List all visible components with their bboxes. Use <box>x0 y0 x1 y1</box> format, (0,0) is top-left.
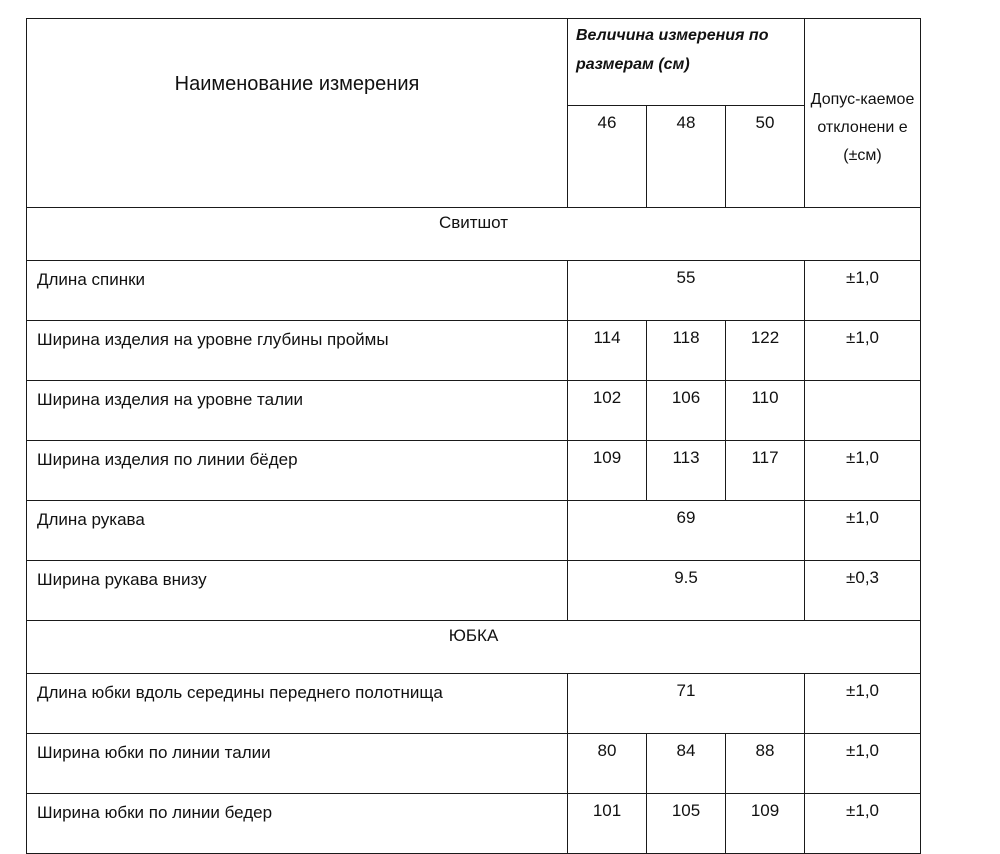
table-row <box>27 734 921 794</box>
value-all-sizes: 69 <box>568 501 805 561</box>
header-size-46: 46 <box>568 106 647 208</box>
value-all-sizes: 55 <box>568 261 805 321</box>
tolerance-value: ±0,3 <box>805 561 921 621</box>
header-measurement-name <box>27 19 568 208</box>
value-size-46: 109 <box>568 441 647 501</box>
section-title: ЮБКА <box>27 621 921 674</box>
section-row <box>27 208 921 261</box>
measurement-name: Ширина юбки по линии бедер <box>27 794 568 854</box>
measurement-name: Длина спинки <box>27 261 568 321</box>
value-all-sizes: 71 <box>568 674 805 734</box>
table-row <box>27 501 921 561</box>
value-size-46: 102 <box>568 381 647 441</box>
value-size-48: 105 <box>647 794 726 854</box>
value-size-48: 84 <box>647 734 726 794</box>
tolerance-value: ±1,0 <box>805 441 921 501</box>
value-size-50: 88 <box>726 734 805 794</box>
value-size-46: 114 <box>568 321 647 381</box>
tolerance-value <box>805 381 921 441</box>
measurement-name: Ширина изделия на уровне талии <box>27 381 568 441</box>
table-row <box>27 441 921 501</box>
value-size-50: 122 <box>726 321 805 381</box>
value-all-sizes: 9.5 <box>568 561 805 621</box>
value-size-48: 113 <box>647 441 726 501</box>
measurement-name: Ширина юбки по линии талии <box>27 734 568 794</box>
table-row <box>27 674 921 734</box>
measurement-name: Длина рукава <box>27 501 568 561</box>
section-title: Свитшот <box>27 208 921 261</box>
table-row <box>27 261 921 321</box>
header-size-50: 50 <box>726 106 805 208</box>
header-size-group: Величина измерения по размерам (см) <box>568 19 805 106</box>
header-size-48: 48 <box>647 106 726 208</box>
tolerance-value: ±1,0 <box>805 674 921 734</box>
table-row <box>27 561 921 621</box>
measurement-name: Ширина рукава внизу <box>27 561 568 621</box>
tolerance-value: ±1,0 <box>805 794 921 854</box>
table-body <box>27 19 921 854</box>
table-row <box>27 321 921 381</box>
table-row <box>27 381 921 441</box>
section-row <box>27 621 921 674</box>
tolerance-value: ±1,0 <box>805 501 921 561</box>
header-measurement-name-text: Наименование измерения <box>174 73 420 95</box>
tolerance-value: ±1,0 <box>805 261 921 321</box>
value-size-50: 110 <box>726 381 805 441</box>
table-row <box>27 794 921 854</box>
measurement-table <box>26 18 921 854</box>
value-size-46: 80 <box>568 734 647 794</box>
header-tolerance: Допус-каемое отклонени е (±см) <box>805 19 921 208</box>
value-size-50: 109 <box>726 794 805 854</box>
value-size-48: 118 <box>647 321 726 381</box>
value-size-48: 106 <box>647 381 726 441</box>
measurement-name: Ширина изделия по линии бёдер <box>27 441 568 501</box>
header-row-top <box>27 19 921 106</box>
measurement-name: Длина юбки вдоль середины переднего полотнища <box>27 674 568 734</box>
value-size-46: 101 <box>568 794 647 854</box>
value-size-50: 117 <box>726 441 805 501</box>
tolerance-value: ±1,0 <box>805 321 921 381</box>
tolerance-value: ±1,0 <box>805 734 921 794</box>
measurement-name: Ширина изделия на уровне глубины проймы <box>27 321 568 381</box>
